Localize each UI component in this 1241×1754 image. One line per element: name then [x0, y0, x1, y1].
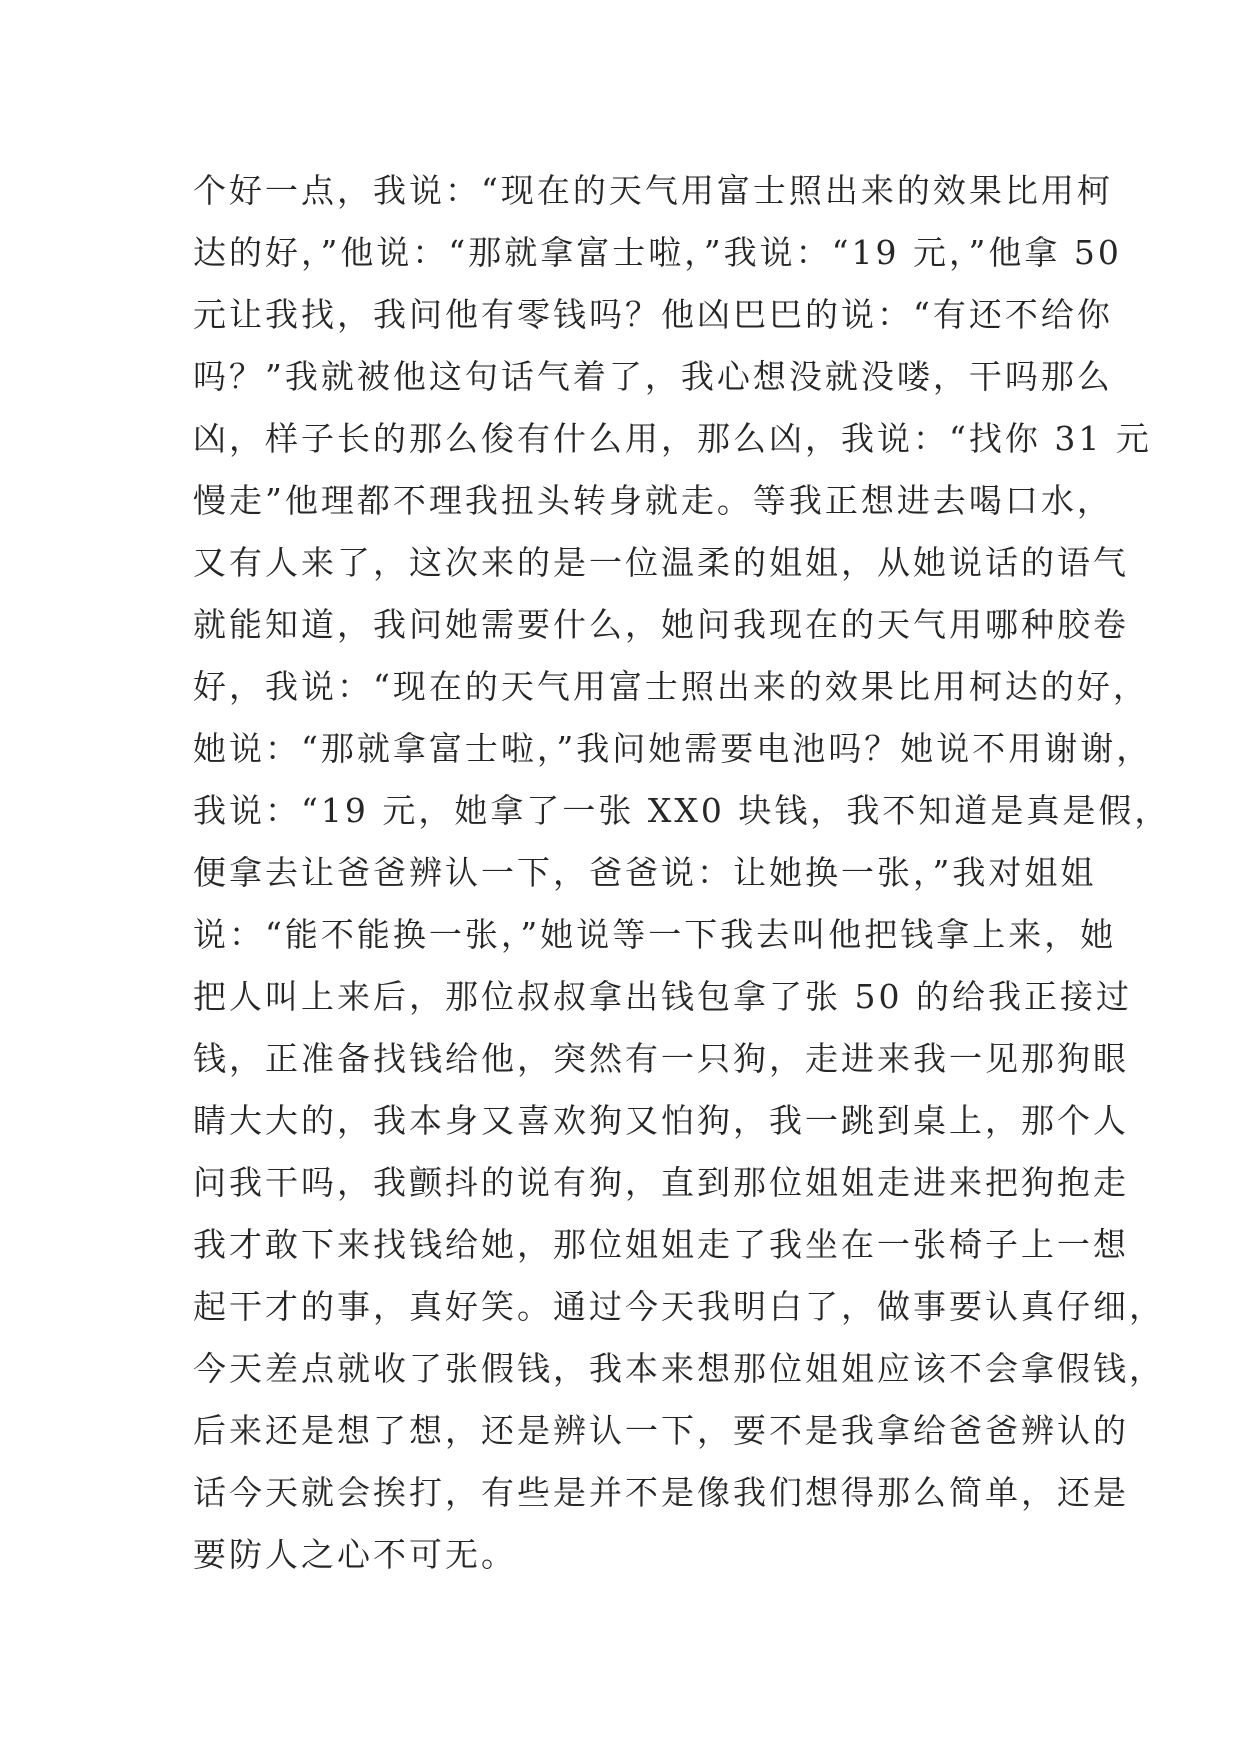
text-line: 达的好，”他说：“那就拿富士啦，”我说：“19 元，”他拿 50 [193, 233, 1122, 272]
text-line: 我才敢下来找钱给她，那位姐姐走了我坐在一张椅子上一想 [193, 1225, 1129, 1264]
text-line: 后来还是想了想，还是辨认一下，要不是我拿给爸爸辨认的 [193, 1411, 1129, 1450]
text-line: 她说：“那就拿富士啦，”我问她需要电池吗？她说不用谢谢， [193, 729, 1153, 768]
text-line: 钱，正准备找钱给他，突然有一只狗，走进来我一见那狗眼 [193, 1039, 1129, 1078]
text-line: 凶，样子长的那么俊有什么用，那么凶，我说：“找你 31 元 [193, 419, 1152, 458]
text-line: 个好一点，我说：“现在的天气用富士照出来的效果比用柯 [193, 171, 1113, 210]
body-paragraph [193, 160, 1171, 1586]
text-line: 今天差点就收了张假钱，我本来想那位姐姐应该不会拿假钱， [193, 1349, 1165, 1388]
text-line: 睛大大的，我本身又喜欢狗又怕狗，我一跳到桌上，那个人 [193, 1101, 1129, 1140]
text-line: 便拿去让爸爸辨认一下，爸爸说：让她换一张，”我对姐姐 [193, 853, 1097, 892]
text-line: 又有人来了，这次来的是一位温柔的姐姐，从她说话的语气 [193, 543, 1129, 582]
text-line: 把人叫上来后，那位叔叔拿出钱包拿了张 50 的给我正接过 [193, 977, 1132, 1016]
text-line: 问我干吗，我颤抖的说有狗，直到那位姐姐走进来把狗抱走 [193, 1163, 1129, 1202]
text-line: 话今天就会挨打，有些是并不是像我们想得那么简单，还是 [193, 1473, 1129, 1512]
text-line: 吗？”我就被他这句话气着了，我心想没就没喽，干吗那么 [193, 357, 1113, 396]
text-line: 起干才的事，真好笑。通过今天我明白了，做事要认真仔细， [193, 1287, 1165, 1326]
text-line: 元让我找，我问他有零钱吗？他凶巴巴的说：“有还不给你 [193, 295, 1113, 334]
text-line: 就能知道，我问她需要什么，她问我现在的天气用哪种胶卷 [193, 605, 1129, 644]
text-line: 说：“能不能换一张，”她说等一下我去叫他把钱拿上来，她 [193, 915, 1117, 954]
text-line: 要防人之心不可无。 [193, 1535, 517, 1574]
text-line: 我说：“19 元，她拿了一张 XX0 块钱，我不知道是真是假， [193, 791, 1171, 830]
text-line: 好，我说：“现在的天气用富士照出来的效果比用柯达的好， [193, 667, 1149, 706]
text-line: 慢走”他理都不理我扭头转身就走。等我正想进去喝口水， [193, 481, 1113, 520]
